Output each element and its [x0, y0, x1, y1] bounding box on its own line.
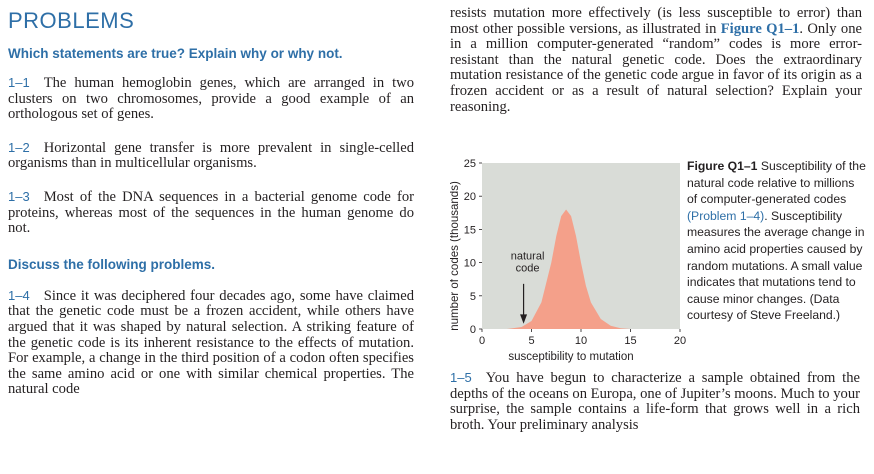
x-tick-label: 0 [478, 335, 486, 347]
problem-1-2 [8, 140, 414, 172]
x-axis-label: susceptibility to mutation [508, 351, 634, 363]
problem-text: resists mutation more effectively (is less susceptible to error) than most other possible versions, as illustrated in [450, 5, 862, 37]
left-column [8, 8, 414, 398]
caption-text: Susceptibility of the natural code relative to millions of computer-generated codes [687, 159, 866, 207]
problem-text: Horizontal gene transfer is more prevalent in single-celled organisms than in multicellular organisms. [8, 139, 414, 172]
problem-number: 1–2 [8, 139, 30, 155]
problem-text: You have begun to characterize a sample obtained from the depths of the oceans on Europa, one of Jupiter’s moons. Much to your surprise, the sample contains a life-form that grows well in a rich broth. Your preliminary analysis [450, 370, 860, 433]
natural-code-label: natural [510, 250, 545, 263]
problem-text: The human hemoglobin genes, which are arranged in two clusters on two chromosomes, provide a good example of an orthologous set of genes. [8, 75, 414, 123]
caption-problem-link[interactable]: (Problem 1–4) [687, 208, 765, 223]
y-tick-label: 5 [469, 290, 476, 303]
natural-code-label: code [515, 262, 540, 275]
figure-caption [687, 158, 867, 324]
problem-1-4-continued [450, 6, 862, 115]
problem-1-5 [450, 370, 860, 433]
problem-number: 1–4 [8, 287, 30, 303]
section-discuss: Discuss the following problems. [8, 256, 216, 272]
y-tick-label: 0 [469, 324, 476, 336]
x-tick-label: 5 [528, 335, 535, 347]
problem-text: . Only one in a million computer-generated “random” codes is more error-resistant than the natural genetic code. Does the extraordinary mutation resistance of the genetic code argue in favor of its origin as a frozen accident or as a result of natural selection? Explain your reasoning. [450, 20, 862, 115]
problem-number: 1–3 [8, 188, 30, 204]
problem-text: Since it was deciphered four decades ago, some have claimed that the genetic code must be a frozen accident, while others have argued that it was shaped by natural selection. A striking feature of the genetic code is its inherent resistance to the effects of mutation. For example, a change in the third position of a codon often specifies the same amino acid or one with similar chemical properties. The natural code [8, 287, 414, 398]
section-true-false: Which statements are true? Explain why or why not. [8, 46, 343, 61]
y-tick-label: 25 [463, 158, 476, 170]
problem-number: 1–5 [450, 370, 472, 385]
right-column [450, 6, 862, 115]
x-tick-label: 20 [673, 335, 687, 347]
problem-text: Most of the DNA sequences in a bacterial genome code for proteins, whereas most of the sequences in the human genome do not. [8, 188, 414, 237]
y-tick-label: 10 [463, 257, 476, 270]
x-tick-label: 10 [574, 335, 588, 347]
page-heading: PROBLEMS [8, 8, 135, 33]
problem-1-3 [8, 189, 414, 237]
problem-number: 1–1 [8, 75, 30, 90]
problem-1-4 [8, 288, 414, 398]
figure-reference[interactable]: Figure Q1–1 [720, 20, 800, 37]
x-tick-label: 15 [624, 335, 637, 347]
susceptibility-chart [450, 155, 690, 365]
y-tick-label: 15 [463, 224, 476, 237]
caption-text: . Susceptibility measures the average change in amino acid properties caused by random mutations. A small value indicates that mutations tend to cause minor changes. (Data courtesy of Steve Freeland.) [687, 208, 865, 323]
y-tick-label: 20 [463, 191, 476, 204]
caption-title: Figure Q1–1 [687, 159, 758, 173]
problem-1-5-block [450, 370, 860, 433]
problem-1-1 [8, 75, 414, 123]
y-axis-label: number of codes (thousands) [450, 181, 461, 331]
